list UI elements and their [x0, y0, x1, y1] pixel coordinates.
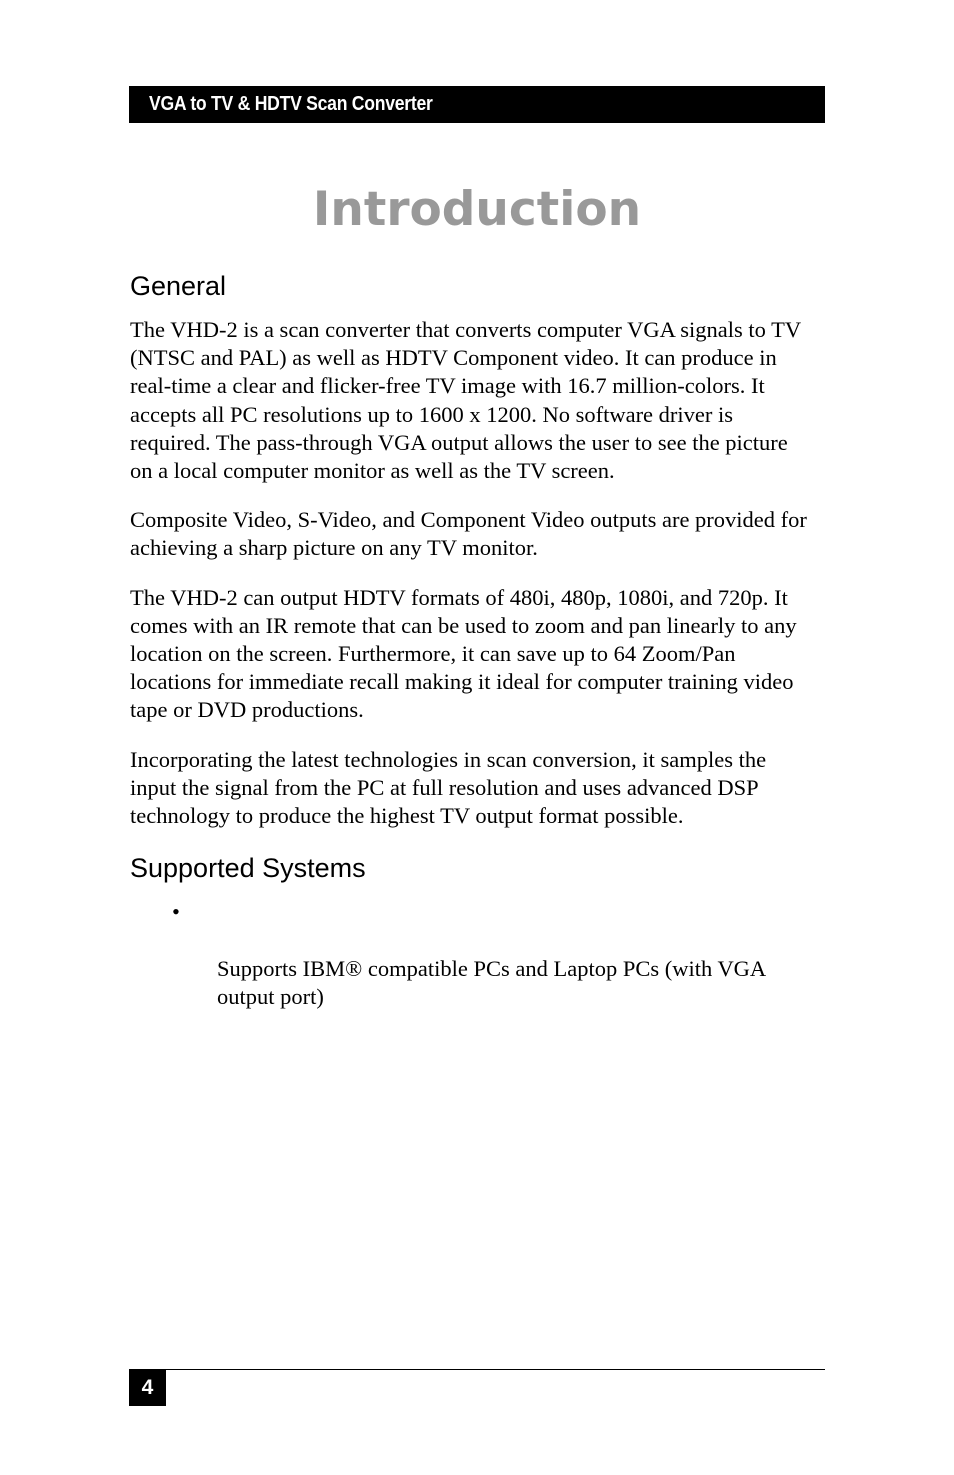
section-supported-systems — [130, 850, 870, 1011]
section-general — [130, 268, 870, 830]
supported-systems-list — [130, 898, 870, 1011]
paragraph: The VHD-2 can output HDTV formats of 480i, 480p, 1080i, and 720p. It comes with an IR remote that can be used to zoom and pan linearly to any location on the screen. Furthermore, it can save up to 64 Zoom/Pan locations for immediate recall making it ideal for computer training video tape or DVD productions. — [130, 584, 797, 723]
list-item-text: Supports IBM® compatible PCs and Laptop PCs (with VGA output port) — [217, 955, 767, 1009]
list-item — [130, 898, 870, 1011]
running-header — [129, 86, 825, 123]
page-number: 4 — [141, 1375, 154, 1399]
paragraph: Composite Video, S-Video, and Component Video outputs are provided for achieving a sharp picture on any TV monitor. — [130, 507, 807, 561]
bullet-icon: • — [172, 899, 180, 925]
section-heading-supported-systems: Supported Systems — [130, 853, 366, 884]
main-content — [130, 268, 870, 1011]
footer-divider — [129, 1369, 825, 1370]
page-number-badge — [129, 1369, 166, 1406]
page-title: Introduction — [312, 182, 642, 237]
running-header-title: VGA to TV & HDTV Scan Converter — [149, 93, 433, 115]
paragraph: Incorporating the latest technologies in scan conversion, it samples the input the signal from the PC at full resolution and uses advanced DSP technology to produce the highest TV output format possible. — [130, 746, 767, 829]
paragraph: The VHD-2 is a scan converter that converts computer VGA signals to TV (NTSC and PAL) as well as HDTV Component video. It can produce in real-time a clear and flicker-free TV image with 16.7 million-colors. It accepts all PC resolutions up to 1600 x 1200. No software driver is required. The pass-through VGA output allows the user to see the picture on a local computer monitor as well as the TV screen. — [130, 317, 802, 484]
section-heading-general: General — [130, 271, 227, 301]
